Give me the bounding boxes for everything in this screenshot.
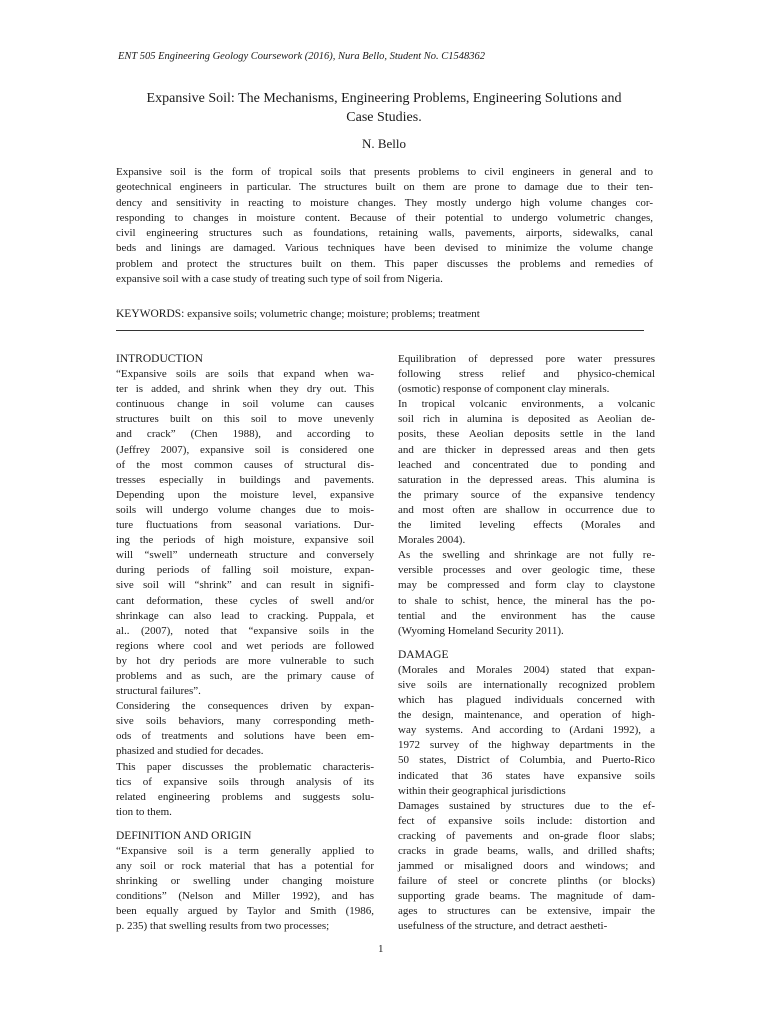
text-line: sive soils are internationally recognized problem [398, 678, 655, 691]
text-line: ods of treatments and solutions have been em- [116, 730, 374, 743]
text-line: This paper discusses the problematic characteris- [116, 760, 374, 773]
text-line: Depending upon the moisture level, expansive [116, 488, 374, 501]
text-line: conditions” (Nelson and Miller 1992), and has [116, 890, 374, 903]
introduction-paragraph-3 [116, 760, 374, 820]
text-line: supporting grade beams. The magnitude of dam- [398, 890, 655, 903]
text-line: the design, maintenance, and operation of high- [398, 709, 655, 722]
text-line: which has plagued individuals concerned with [398, 694, 655, 707]
abstract-line: problem and protect the structures built on them. This paper discusses the problems and remedies of [116, 257, 653, 270]
text-line: tential and the environment has the cause [398, 609, 655, 622]
abstract [116, 165, 653, 287]
text-line: soils will undergo volume changes due to mois- [116, 503, 374, 516]
abstract-line: civil engineering structures such as foundations, retaining walls, pavements, airports, sidewalks, canal [116, 227, 653, 240]
text-line: the primary source of the expansive tendency [398, 488, 655, 501]
text-line: (Morales and Morales 2004) stated that expan- [398, 663, 655, 676]
paper-title [104, 89, 664, 127]
text-line: Morales 2004). [398, 534, 466, 547]
running-header: ENT 505 Engineering Geology Coursework (2016), Nura Bello, Student No. C1548362 [118, 51, 485, 62]
text-line: ture fluctuations from seasonal variations. Dur- [116, 519, 374, 532]
text-line: Considering the consequences driven by expan- [116, 700, 374, 713]
damage-heading: DAMAGE [398, 648, 449, 661]
keywords-text: expansive soils; volumetric change; moisture; problems; treatment [187, 308, 480, 320]
text-line: In tropical volcanic environments, a volcanic [398, 398, 655, 411]
text-line: 50 states, District of Columbia, and Puerto-Rico [398, 754, 655, 767]
text-line: following stress relief and physico-chemical [398, 368, 655, 381]
text-line: may be compressed and form clay to claystone [398, 579, 655, 592]
text-line: ing the periods of high moisture, expansive soil [116, 534, 374, 547]
text-line: within their geographical jurisdictions [398, 784, 566, 797]
text-line: “Expansive soils are soils that expand when wa- [116, 368, 374, 381]
text-line: regions where cool and wet periods are followed [116, 639, 374, 652]
text-line: ages to structures can be extensive, impair the [398, 905, 655, 918]
text-line: sive soil will “shrink” and can result in signifi- [116, 579, 374, 592]
abstract-line: Expansive soil is the form of tropical soils that presents problems to civil engineers in general and to [116, 166, 653, 178]
text-line: any soil or rock material that has a potential for [116, 860, 374, 873]
text-line: “Expansive soil is a term generally applied to [116, 845, 374, 857]
definition-paragraph-1 [116, 844, 374, 935]
text-line: (osmotic) response of component clay minerals. [398, 383, 610, 396]
text-line: cant deformation, these cycles of swell and/or [116, 594, 374, 607]
origin-paragraph-1 [398, 352, 655, 397]
text-line: (Jeffrey 2007), expansive soil is considered one [116, 443, 374, 456]
text-line: way systems. And according to (Ardani 1992), a [398, 724, 655, 737]
text-line: ter is added, and shrink when they dry out. This [116, 383, 374, 396]
text-line: shrinking or swelling under changing moisture [116, 875, 374, 888]
right-column [398, 352, 655, 935]
text-line: cracks in grade beams, walls, and drilled shafts; [398, 845, 655, 857]
abstract-line: dency and sensitivity in reacting to moisture changes. They mostly undergo high volume changes cor- [116, 196, 653, 209]
text-line: and are thicker in depressed areas and then gets [398, 443, 655, 456]
abstract-line: geotechnical engineers in particular. The structures built on them are prone to damage due to their ten- [116, 181, 653, 194]
text-line: usefulness of the structure, and detract aestheti- [398, 920, 608, 933]
text-line: continuous change in soil volume can causes [116, 398, 374, 411]
text-line: cracking of pavements and on-grade floor slabs; [398, 829, 655, 842]
text-line: p. 235) that swelling results from two processes; [116, 920, 330, 933]
abstract-line: responding to changes in moisture content. Because of their potential to undergo volumetric changes, [116, 211, 653, 224]
abstract-line: beds and linings are damaged. Various techniques have been devised to minimize the volume change [116, 242, 653, 255]
title-line-2: Case Studies. [346, 110, 422, 125]
damage-paragraph-1 [398, 663, 655, 799]
text-line: and crack” (Chen 1988), and according to [116, 428, 374, 441]
text-line: to shale to schist, hence, the mineral has the po- [398, 594, 655, 607]
text-line: structures built on this soil to move unevenly [116, 413, 374, 426]
text-line: during periods of falling soil moisture, expan- [116, 564, 374, 577]
text-line: jammed or misaligned doors and windows; and [398, 860, 655, 873]
text-line: by hot dry periods are more vulnerable to such [116, 654, 374, 667]
abstract-line: expansive soil with a case study of treating such type of soil from Nigeria. [116, 273, 443, 286]
text-line: Damages sustained by structures due to the ef- [398, 799, 655, 812]
text-line: indicated that 36 states have expansive soils [398, 769, 655, 782]
keywords-label: KEYWORDS: [116, 308, 185, 320]
introduction-paragraph-1 [116, 367, 374, 699]
text-line: soil rich in alumina is deposited as Aeolian de- [398, 413, 655, 426]
text-line: Equilibration of depressed pore water pressures [398, 353, 655, 365]
left-column [116, 352, 374, 935]
author-name: N. Bello [361, 136, 407, 151]
text-line: of the most common causes of structural dis- [116, 458, 374, 471]
text-line: As the swelling and shrinkage are not fully re- [398, 549, 655, 562]
text-line: al.. (2007), noted that “expansive soils in the [116, 624, 374, 637]
damage-paragraph-2 [398, 799, 655, 935]
text-line: failure of steel or concrete plinths (or blocks) [398, 875, 655, 888]
text-line: fect of expansive soils include: distortion and [398, 814, 655, 827]
text-line: tresses especially in buildings and pavements. [116, 473, 374, 486]
keywords [116, 308, 480, 320]
text-line: shrinkage can also lead to cracking. Puppala, et [116, 609, 374, 622]
definition-heading: DEFINITION AND ORIGIN [116, 829, 252, 842]
text-line: tion to them. [116, 805, 172, 818]
text-line: tics of expansive soils through analysis of its [116, 775, 374, 788]
text-line: phasized and studied for decades. [116, 745, 264, 758]
text-line: the limited leveling effects (Morales and [398, 519, 655, 532]
text-line: related engineering problems and suggests solu- [116, 790, 374, 803]
text-line: (Wyoming Homeland Security 2011). [398, 624, 564, 637]
page-number: 1 [378, 943, 384, 955]
text-line: posits, these Aeolian deposits settle in the land [398, 428, 655, 441]
origin-paragraph-3 [398, 548, 655, 639]
text-line: will “swell” underneath structure and conversely [116, 549, 374, 562]
text-line: 1972 survey of the highway departments in the [398, 739, 655, 752]
text-line: structural failures”. [116, 685, 201, 698]
text-line: been equally argued by Taylor and Smith (1986, [116, 905, 374, 918]
title-line-1: Expansive Soil: The Mechanisms, Engineering Problems, Engineering Solutions and [146, 91, 622, 106]
text-line: versible processes and over geologic time, these [398, 564, 655, 577]
text-line: leached and concentrated due to ponding and [398, 458, 655, 471]
section-divider [116, 330, 644, 331]
introduction-heading: INTRODUCTION [116, 353, 203, 365]
text-line: sive soils behaviors, many corresponding meth- [116, 715, 374, 728]
text-line: saturation in the depressed areas. This alumina is [398, 473, 655, 486]
origin-paragraph-2 [398, 397, 655, 548]
text-line: and most often are shallow in occurrence due to [398, 503, 655, 516]
introduction-paragraph-2 [116, 699, 374, 759]
text-line: problems and as such, are the primary cause of [116, 669, 374, 682]
